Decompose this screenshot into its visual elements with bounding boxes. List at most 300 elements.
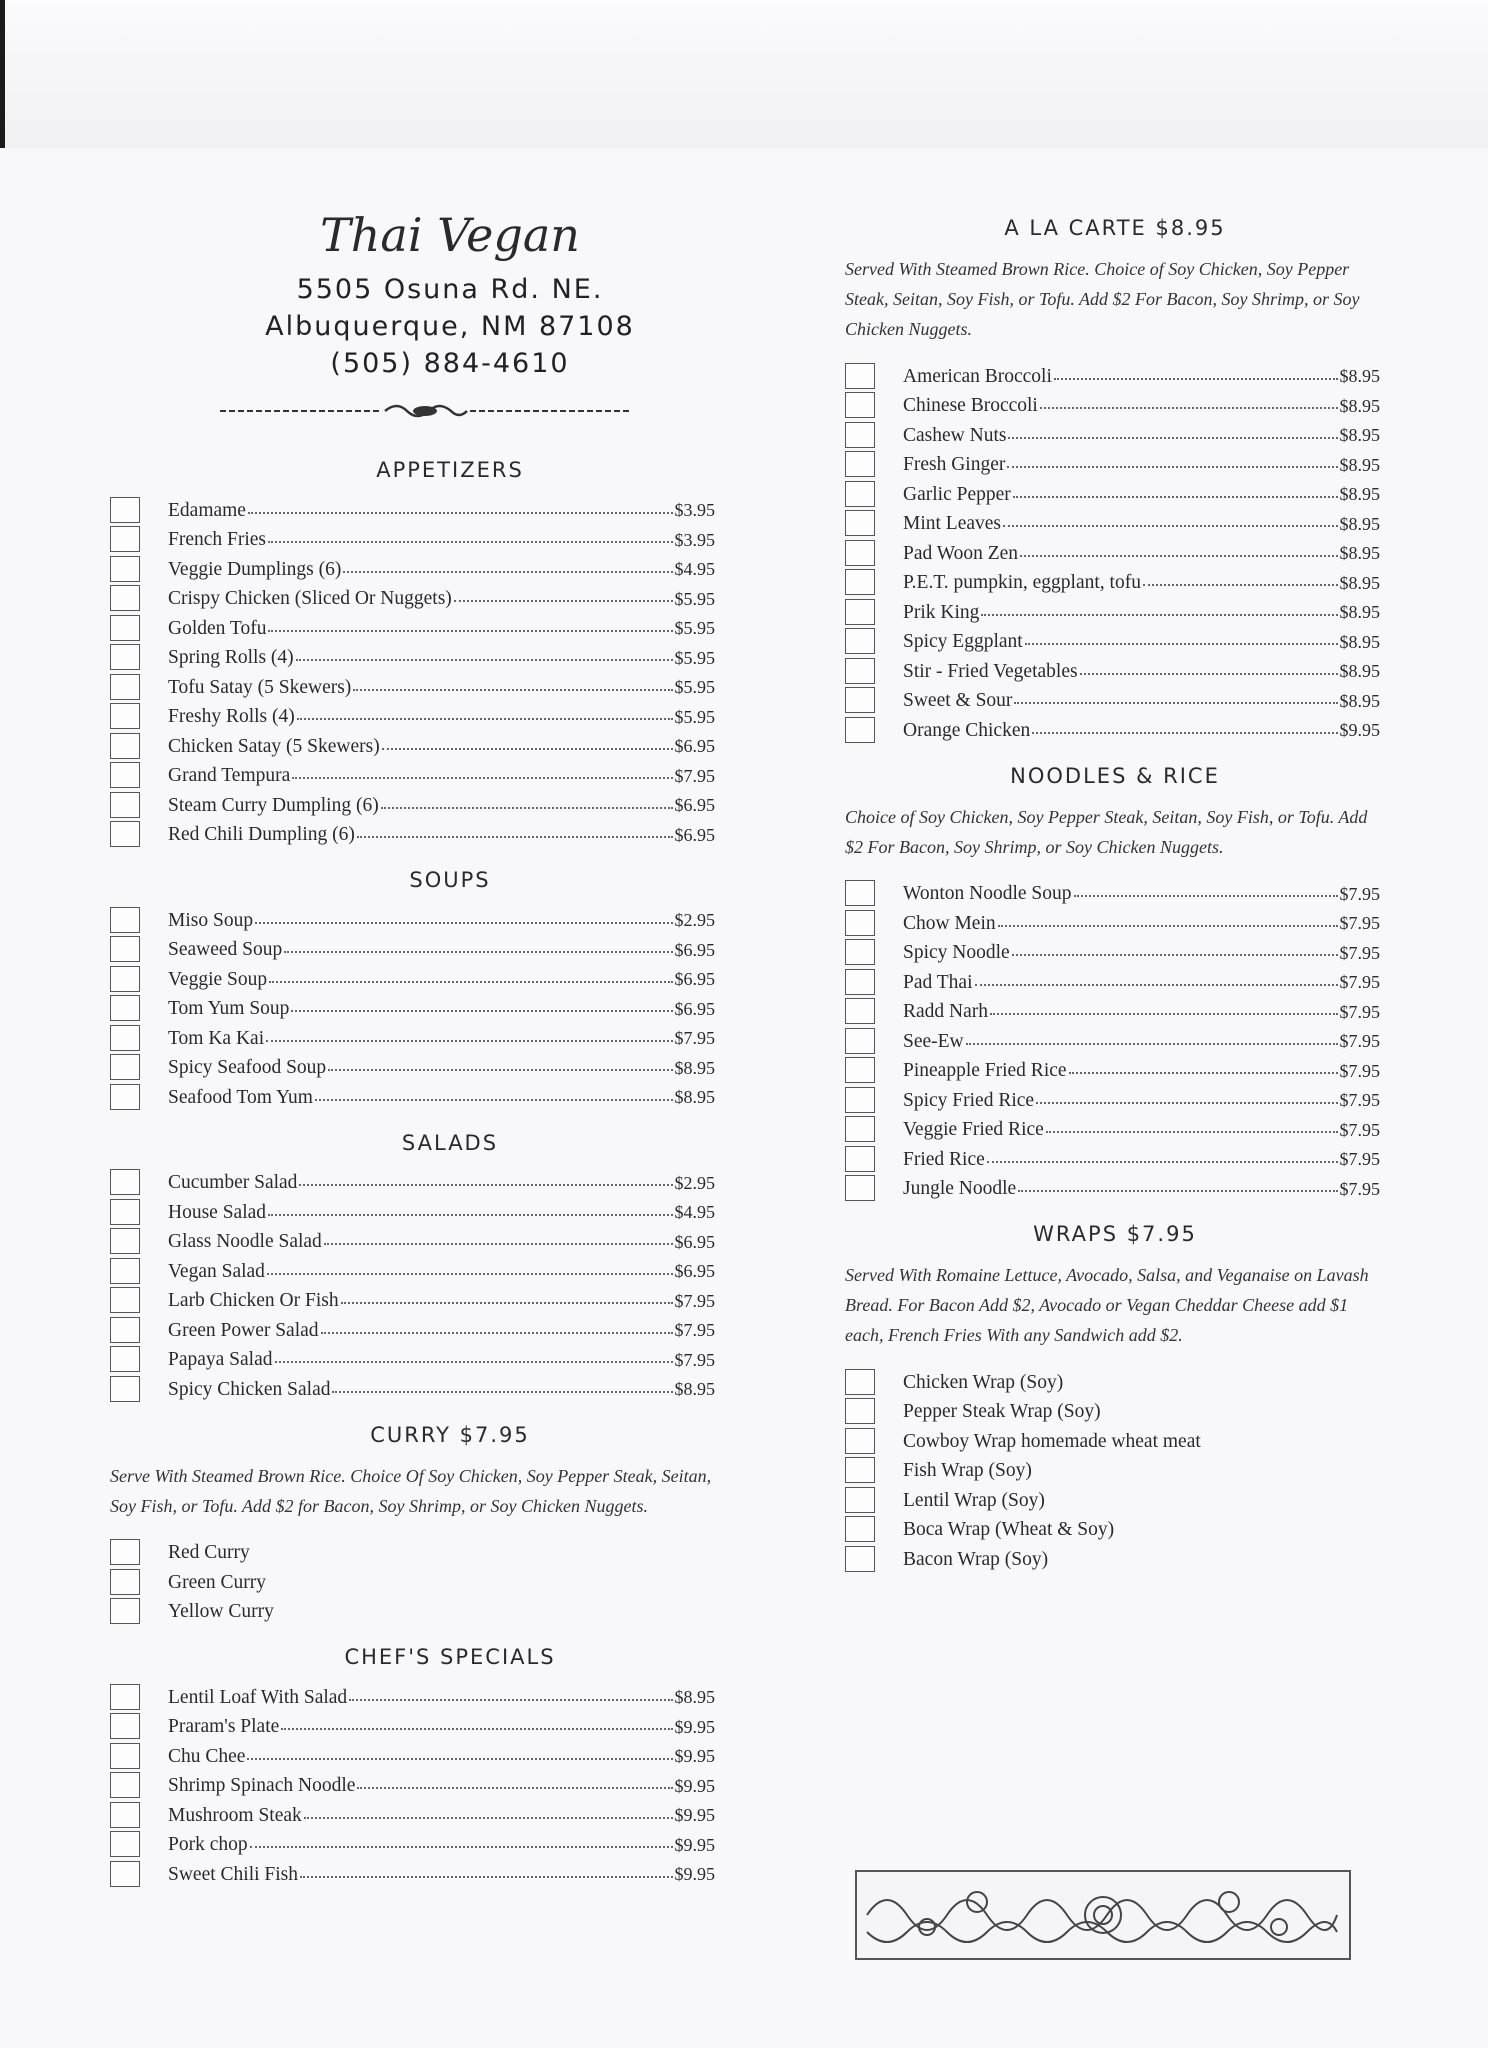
menu-item [110,1316,715,1346]
order-checkbox[interactable] [110,1228,140,1254]
menu-item [110,1346,715,1376]
menu-item [845,598,1380,628]
order-checkbox[interactable] [845,1457,875,1483]
order-checkbox[interactable] [110,1287,140,1313]
menu-item-name: Radd Narh [903,1001,989,1023]
menu-item [110,1860,715,1890]
right-menu-sections [845,216,1385,1575]
menu-item-name: Papaya Salad [168,1349,273,1371]
dot-leader [321,1332,673,1334]
menu-item-name: Steam Curry Dumpling (6) [168,794,379,816]
section-title: APPETIZERS [376,458,524,482]
menu-item [845,480,1380,510]
menu-item-price: $8.95 [674,1057,715,1078]
order-checkbox[interactable] [110,1772,140,1798]
menu-item [110,1713,715,1743]
section-title: CURRY $7.95 [370,1422,530,1447]
menu-item-price: $8.95 [1339,631,1380,652]
order-checkbox[interactable] [845,880,875,906]
menu-item [110,1198,715,1228]
menu-item-price: $9.95 [674,1716,715,1737]
dot-leader [266,1040,672,1042]
menu-item [845,1086,1380,1116]
order-checkbox[interactable] [110,1376,140,1402]
menu-item [845,657,1380,687]
dot-leader [981,614,1337,616]
menu-item-price: $6.95 [674,1261,715,1282]
order-checkbox[interactable] [845,1369,875,1395]
order-checkbox[interactable] [110,644,140,670]
dot-leader [247,1758,672,1760]
dot-leader [284,951,672,953]
menu-item-list [110,496,715,850]
dot-leader [353,689,672,691]
menu-item-price: $8.95 [1339,513,1380,534]
menu-item [845,628,1380,658]
menu-item-price: $8.95 [1339,690,1380,711]
dot-leader [382,748,673,750]
dot-leader [357,836,673,838]
menu-item-name: Chu Chee [168,1745,246,1767]
menu-item [110,585,715,615]
order-checkbox[interactable] [110,497,140,523]
scan-top-strip [0,0,1488,150]
dot-leader [349,1699,672,1701]
order-checkbox[interactable] [110,966,140,992]
menu-item [110,1683,715,1713]
menu-item [845,939,1380,969]
order-checkbox[interactable] [110,1169,140,1195]
menu-item-price: $9.95 [674,1775,715,1796]
section-title: SALADS [401,1130,499,1155]
order-checkbox[interactable] [845,451,875,477]
order-checkbox[interactable] [110,1802,140,1828]
order-checkbox[interactable] [845,1057,875,1083]
order-checkbox[interactable] [110,1684,140,1710]
menu-item [845,909,1380,939]
order-checkbox[interactable] [845,569,875,595]
menu-item-price: $2.95 [674,910,715,931]
dot-leader [1074,895,1338,897]
order-checkbox[interactable] [110,1199,140,1225]
order-checkbox[interactable] [845,1146,875,1172]
order-checkbox[interactable] [845,1487,875,1513]
menu-item-price: $8.95 [1339,366,1380,387]
menu-item-name: Bacon Wrap (Soy) [903,1548,1049,1570]
dot-leader [268,541,672,543]
dot-leader [267,1273,673,1275]
dot-leader [269,981,672,983]
order-checkbox[interactable] [110,526,140,552]
dot-leader [299,1184,672,1186]
menu-item-name: Spicy Noodle [903,942,1010,964]
dot-leader [357,1787,672,1789]
order-checkbox[interactable] [110,674,140,700]
menu-item [110,1024,715,1054]
menu-item-list [845,880,1380,1205]
menu-item [110,673,715,703]
dot-leader [454,600,673,602]
order-checkbox[interactable] [110,1713,140,1739]
menu-item [110,1801,715,1831]
menu-item [110,906,715,936]
menu-item-name: Spicy Fried Rice [903,1089,1035,1111]
menu-item [845,539,1380,569]
menu-item [845,880,1380,910]
order-checkbox[interactable] [110,1861,140,1887]
order-checkbox[interactable] [110,1831,140,1857]
order-checkbox[interactable] [845,540,875,566]
menu-item-price: $7.95 [1339,883,1380,904]
menu-item-name: Veggie Fried Rice [903,1119,1044,1141]
order-checkbox[interactable] [110,1054,140,1080]
menu-item-price: $8.95 [1339,543,1380,564]
menu-item-name: Lentil Wrap (Soy) [903,1489,1045,1511]
menu-item [110,762,715,792]
menu-item-name: Jungle Noodle [903,1178,1017,1200]
menu-item-price: $7.95 [1339,1119,1380,1140]
menu-item-name: American Broccoli [903,365,1052,387]
menu-item-list [845,362,1380,746]
dot-leader [1007,466,1337,468]
menu-item [845,421,1380,451]
dot-leader [1040,407,1338,409]
order-checkbox[interactable] [110,703,140,729]
menu-item-price: $3.95 [674,529,715,550]
order-checkbox[interactable] [845,481,875,507]
menu-item-name: P.E.T. pumpkin, eggplant, tofu [903,572,1141,594]
menu-item-name: Glass Noodle Salad [168,1231,322,1253]
menu-item [110,965,715,995]
menu-sheet [0,148,1488,2048]
menu-item-price: $7.95 [1339,972,1380,993]
menu-item-name: Veggie Soup [168,968,268,990]
menu-item-name: Seafood Tom Yum [168,1086,313,1108]
menu-item [845,392,1380,422]
menu-item-name: Mint Leaves [903,513,1002,535]
order-checkbox[interactable] [845,1116,875,1142]
menu-item-name: Pad Thai [903,971,973,993]
menu-item-name: Spicy Seafood Soup [168,1057,327,1079]
menu-item-price: $6.95 [674,795,715,816]
section-description: Serve With Steamed Brown Rice. Choice Of Soy Chicken, Soy Pepper Steak, Seitan, Soy Fish, or Tofu. Add $2 for Bacon, Soy Shrimp, or Soy Chicken Nuggets. [110,1465,712,1516]
dot-leader [1018,1190,1337,1192]
dot-leader [248,512,673,514]
menu-item-price: $9.95 [674,1834,715,1855]
menu-item-price: $6.95 [674,969,715,990]
order-checkbox[interactable] [845,363,875,389]
menu-item-name: Cucumber Salad [168,1172,298,1194]
menu-item [110,1568,715,1598]
menu-item-price: $5.95 [674,647,715,668]
menu-item [845,451,1380,481]
menu-item-name: Red Curry [168,1542,250,1564]
menu-item-name: Orange Chicken [903,719,1031,741]
menu-item [110,1831,715,1861]
menu-item-price: $7.95 [1339,942,1380,963]
menu-item-name: Pork chop [168,1834,248,1856]
section-title: SOUPS [409,868,491,892]
dot-leader [1036,1102,1337,1104]
section-description: Served With Romaine Lettuce, Avocado, Salsa, and Veganaise on Lavash Bread. For Bacon Add $2, Avocado or Vegan Cheddar Cheese add $1 each, French Fries With any Sandwich add $2. [845,1265,1369,1345]
menu-item-price: $8.95 [674,1379,715,1400]
menu-item [110,732,715,762]
menu-item [110,821,715,851]
decorative-ornament [855,1870,1351,1960]
order-checkbox[interactable] [110,821,140,847]
order-checkbox[interactable] [845,1428,875,1454]
menu-item-name: Stir - Fried Vegetables [903,660,1078,682]
dot-leader [255,922,672,924]
menu-item [845,1145,1380,1175]
menu-item-name: House Salad [168,1201,267,1223]
menu-item-name: Spicy Eggplant [903,631,1023,653]
menu-item [110,1539,715,1569]
dot-leader [1012,954,1338,956]
dot-leader [324,1243,673,1245]
dot-leader [268,630,672,632]
order-checkbox[interactable] [110,1743,140,1769]
dot-leader [300,1876,672,1878]
menu-item-name: Sweet Chili Fish [168,1863,299,1885]
menu-item [110,1228,715,1258]
paper-edge [0,0,5,148]
order-checkbox[interactable] [110,556,140,582]
menu-item-price: $6.95 [674,1231,715,1252]
menu-item-price: $8.95 [674,1687,715,1708]
menu-item-name: Crispy Chicken (Sliced Or Nuggets) [168,588,452,610]
menu-item [110,614,715,644]
menu-item-name: Green Curry [168,1571,267,1593]
order-checkbox[interactable] [845,422,875,448]
menu-item-name: Fresh Ginger [903,454,1006,476]
dot-leader [1032,732,1337,734]
dot-leader [291,1010,672,1012]
menu-item-price: $9.95 [674,1864,715,1885]
menu-item [110,1598,715,1628]
menu-item-price: $5.95 [674,618,715,639]
menu-item [110,995,715,1025]
menu-item-list [110,1169,715,1405]
menu-item-name: Tofu Satay (5 Skewers) [168,676,352,698]
order-checkbox[interactable] [845,910,875,936]
order-checkbox[interactable] [845,969,875,995]
section-title: NOODLES & RICE [1010,763,1220,788]
menu-item-price: $8.95 [1339,572,1380,593]
order-checkbox[interactable] [110,1569,140,1595]
order-checkbox[interactable] [845,599,875,625]
order-checkbox[interactable] [845,1028,875,1054]
menu-item [845,1545,1380,1575]
menu-item-price: $9.95 [674,1746,715,1767]
menu-item-list [110,1539,715,1628]
menu-item-name: Miso Soup [168,909,254,931]
dot-leader [328,1069,672,1071]
menu-item [845,1368,1380,1398]
menu-item [845,968,1380,998]
menu-item-name: Fried Rice [903,1148,985,1170]
menu-item-name: Freshy Rolls (4) [168,706,295,728]
dot-leader [343,571,672,573]
dot-leader [304,1817,673,1819]
dot-leader [1013,496,1338,498]
menu-item [845,716,1380,746]
menu-item-price: $8.95 [1339,454,1380,475]
menu-item-price: $5.95 [674,677,715,698]
order-checkbox[interactable] [845,717,875,743]
order-checkbox[interactable] [845,628,875,654]
menu-item-name: Golden Tofu [168,617,267,639]
order-checkbox[interactable] [110,1258,140,1284]
menu-item-price: $7.95 [674,1349,715,1370]
menu-item-price: $8.95 [1339,661,1380,682]
order-checkbox[interactable] [110,762,140,788]
dot-leader [1054,378,1338,380]
dot-leader [250,1846,673,1848]
dot-leader [275,1361,673,1363]
menu-item-name: Chinese Broccoli [903,395,1038,417]
restaurant-phone: (505) 884-4610 [330,348,570,379]
menu-item-price: $9.95 [1339,720,1380,741]
menu-item [845,1516,1380,1546]
menu-item-price: $8.95 [1339,484,1380,505]
menu-item [845,687,1380,717]
menu-item-price: $7.95 [1339,913,1380,934]
right-column [845,198,1385,1575]
menu-item [110,791,715,821]
menu-item-name: Chicken Satay (5 Skewers) [168,735,380,757]
order-checkbox[interactable] [110,585,140,611]
order-checkbox[interactable] [110,995,140,1021]
order-checkbox[interactable] [110,1598,140,1624]
menu-item-price: $7.95 [1339,1060,1380,1081]
menu-item [110,1287,715,1317]
dot-leader [1008,437,1337,439]
menu-item-name: Chicken Wrap (Soy) [903,1371,1064,1393]
order-checkbox[interactable] [110,1346,140,1372]
menu-item-price: $6.95 [674,736,715,757]
menu-item-name: Spring Rolls (4) [168,647,294,669]
order-checkbox[interactable] [845,939,875,965]
menu-item-price: $4.95 [674,559,715,580]
dot-leader [332,1391,672,1393]
restaurant-address-line1: 5505 Osuna Rd. NE. [296,274,604,305]
dot-leader [296,659,673,661]
menu-item [110,496,715,526]
order-checkbox[interactable] [845,687,875,713]
order-checkbox[interactable] [845,658,875,684]
dot-leader [1020,555,1337,557]
menu-item [845,569,1380,599]
order-checkbox[interactable] [110,792,140,818]
dot-leader [297,718,673,720]
menu-item-name: Garlic Pepper [903,483,1011,505]
dot-leader [966,1043,1338,1045]
dot-leader [1046,1131,1338,1133]
menu-item [845,510,1380,540]
order-checkbox[interactable] [845,998,875,1024]
menu-item-name: Green Power Salad [168,1319,319,1341]
menu-item [845,1057,1380,1087]
menu-item-name: Shrimp Spinach Noodle [168,1775,356,1797]
menu-item [110,1169,715,1199]
menu-item [845,1027,1380,1057]
menu-item [110,555,715,585]
menu-item-name: Boca Wrap (Wheat & Soy) [903,1519,1115,1541]
menu-item-name: Prik King [903,601,980,623]
dot-leader [281,1728,672,1730]
menu-item-name: Lentil Loaf With Salad [168,1686,348,1708]
menu-item-name: Vegan Salad [168,1260,265,1282]
menu-item-name: Fish Wrap (Soy) [903,1460,1032,1482]
menu-item [110,703,715,733]
dot-leader [268,1214,672,1216]
order-checkbox[interactable] [845,1087,875,1113]
order-checkbox[interactable] [845,1175,875,1201]
menu-item-name: Wonton Noodle Soup [903,883,1072,905]
order-checkbox[interactable] [845,1546,875,1572]
order-checkbox[interactable] [845,1398,875,1424]
menu-item-price: $7.95 [674,765,715,786]
menu-item-price: $8.95 [674,1087,715,1108]
menu-item-name: See-Ew [903,1030,964,1052]
menu-item-price: $7.95 [1339,1178,1380,1199]
order-checkbox[interactable] [110,615,140,641]
menu-item-price: $2.95 [674,1172,715,1193]
menu-item [845,1175,1380,1205]
order-checkbox[interactable] [110,1025,140,1051]
menu-item [845,1398,1380,1428]
flourish-divider [220,401,630,421]
menu-item-name: Pad Woon Zen [903,542,1019,564]
menu-item-name: Pepper Steak Wrap (Soy) [903,1401,1101,1423]
menu-item [110,1772,715,1802]
order-checkbox[interactable] [110,1084,140,1110]
menu-item-price: $9.95 [674,1805,715,1826]
menu-item-list [845,1368,1380,1575]
menu-item-price: $7.95 [674,1320,715,1341]
dot-leader [341,1302,673,1304]
menu-item-price: $7.95 [1339,1001,1380,1022]
menu-item-price: $6.95 [674,998,715,1019]
menu-item-name: Spicy Chicken Salad [168,1378,331,1400]
dot-leader [975,984,1338,986]
dot-leader [998,925,1338,927]
menu-item-name: Mushroom Steak [168,1804,302,1826]
menu-item-name: Pineapple Fried Rice [903,1060,1067,1082]
menu-item-name: Larb Chicken Or Fish [168,1290,339,1312]
section-description: Served With Steamed Brown Rice. Choice of Soy Chicken, Soy Pepper Steak, Seitan, Soy Fish, or Tofu. Add $2 For Bacon, Soy Shrimp, or Soy Chicken Nuggets. [845,259,1360,339]
menu-item-list [110,906,715,1113]
order-checkbox[interactable] [110,936,140,962]
menu-item-name: Veggie Dumplings (6) [168,558,342,580]
order-checkbox[interactable] [845,510,875,536]
menu-item-name: Cashew Nuts [903,424,1007,446]
menu-item [845,1486,1380,1516]
menu-item-list [110,1683,715,1890]
menu-item-name: Grand Tempura [168,765,291,787]
menu-item-name: Cowboy Wrap homemade wheat meat [903,1430,1201,1452]
section-title: A LA CARTE $8.95 [1004,216,1226,240]
order-checkbox[interactable] [110,1317,140,1343]
menu-item-price: $6.95 [674,824,715,845]
order-checkbox[interactable] [110,907,140,933]
menu-item [110,1083,715,1113]
order-checkbox[interactable] [845,1516,875,1542]
order-checkbox[interactable] [110,1539,140,1565]
order-checkbox[interactable] [110,733,140,759]
order-checkbox[interactable] [845,392,875,418]
